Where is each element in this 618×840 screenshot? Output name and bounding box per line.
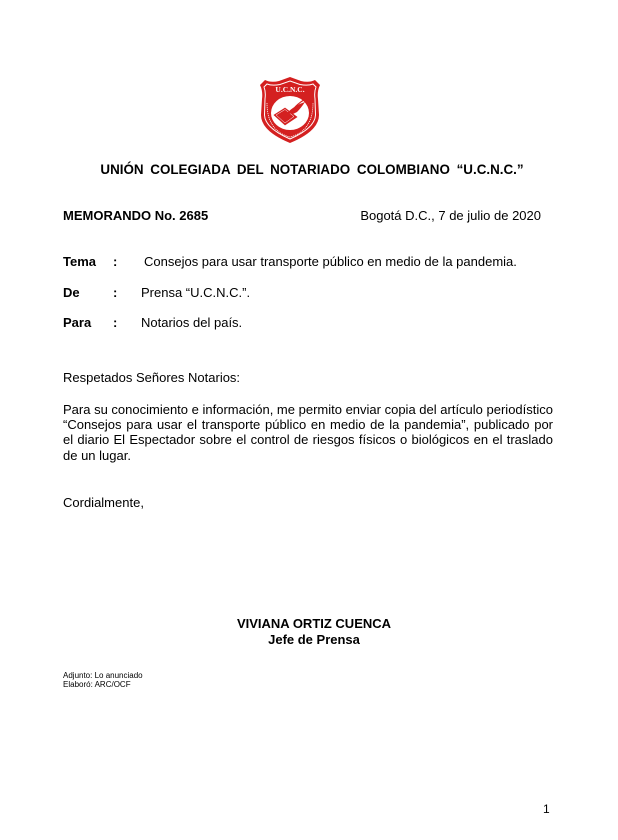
signature-block bbox=[0, 616, 618, 648]
field-colon: : bbox=[113, 285, 118, 300]
body-paragraph: Para su conocimiento e información, me permito enviar copia del artículo periodístico “Consejos para usar el transporte público en medio de la pandemia”, publicado por el diario El Espectador sobre el control de riesgos físicos o biológicos en el traslado de un lugar. bbox=[63, 402, 553, 463]
page-number: 1 bbox=[543, 802, 550, 816]
field-value: Notarios del país. bbox=[141, 315, 243, 330]
field-label: Para bbox=[63, 315, 92, 330]
ucnc-shield-logo bbox=[257, 75, 323, 145]
logo-text: U.C.N.C. bbox=[275, 85, 305, 94]
attachment-note: Adjunto: Lo anunciado bbox=[63, 671, 143, 680]
memo-date: Bogotá D.C., 7 de julio de 2020 bbox=[360, 208, 541, 223]
prepared-by-note: Elaboró: ARC/OCF bbox=[63, 680, 131, 689]
closing: Cordialmente, bbox=[63, 495, 144, 510]
organization-title: UNIÓN COLEGIADA DEL NOTARIADO COLOMBIANO “U.C.N.C.” bbox=[100, 162, 524, 177]
field-colon: : bbox=[113, 315, 118, 330]
footnotes bbox=[63, 671, 143, 689]
field-value: Prensa “U.C.N.C.”. bbox=[141, 285, 251, 300]
signer-title: Jefe de Prensa bbox=[268, 632, 360, 647]
field-label: De bbox=[63, 285, 80, 300]
field-value: Consejos para usar transporte público en medio de la pandemia. bbox=[144, 254, 517, 269]
field-colon: : bbox=[113, 254, 118, 269]
memo-number: MEMORANDO No. 2685 bbox=[63, 208, 209, 223]
signer-name: VIVIANA ORTIZ CUENCA bbox=[236, 616, 392, 631]
salutation: Respetados Señores Notarios: bbox=[63, 370, 241, 385]
field-label: Tema bbox=[63, 254, 96, 269]
